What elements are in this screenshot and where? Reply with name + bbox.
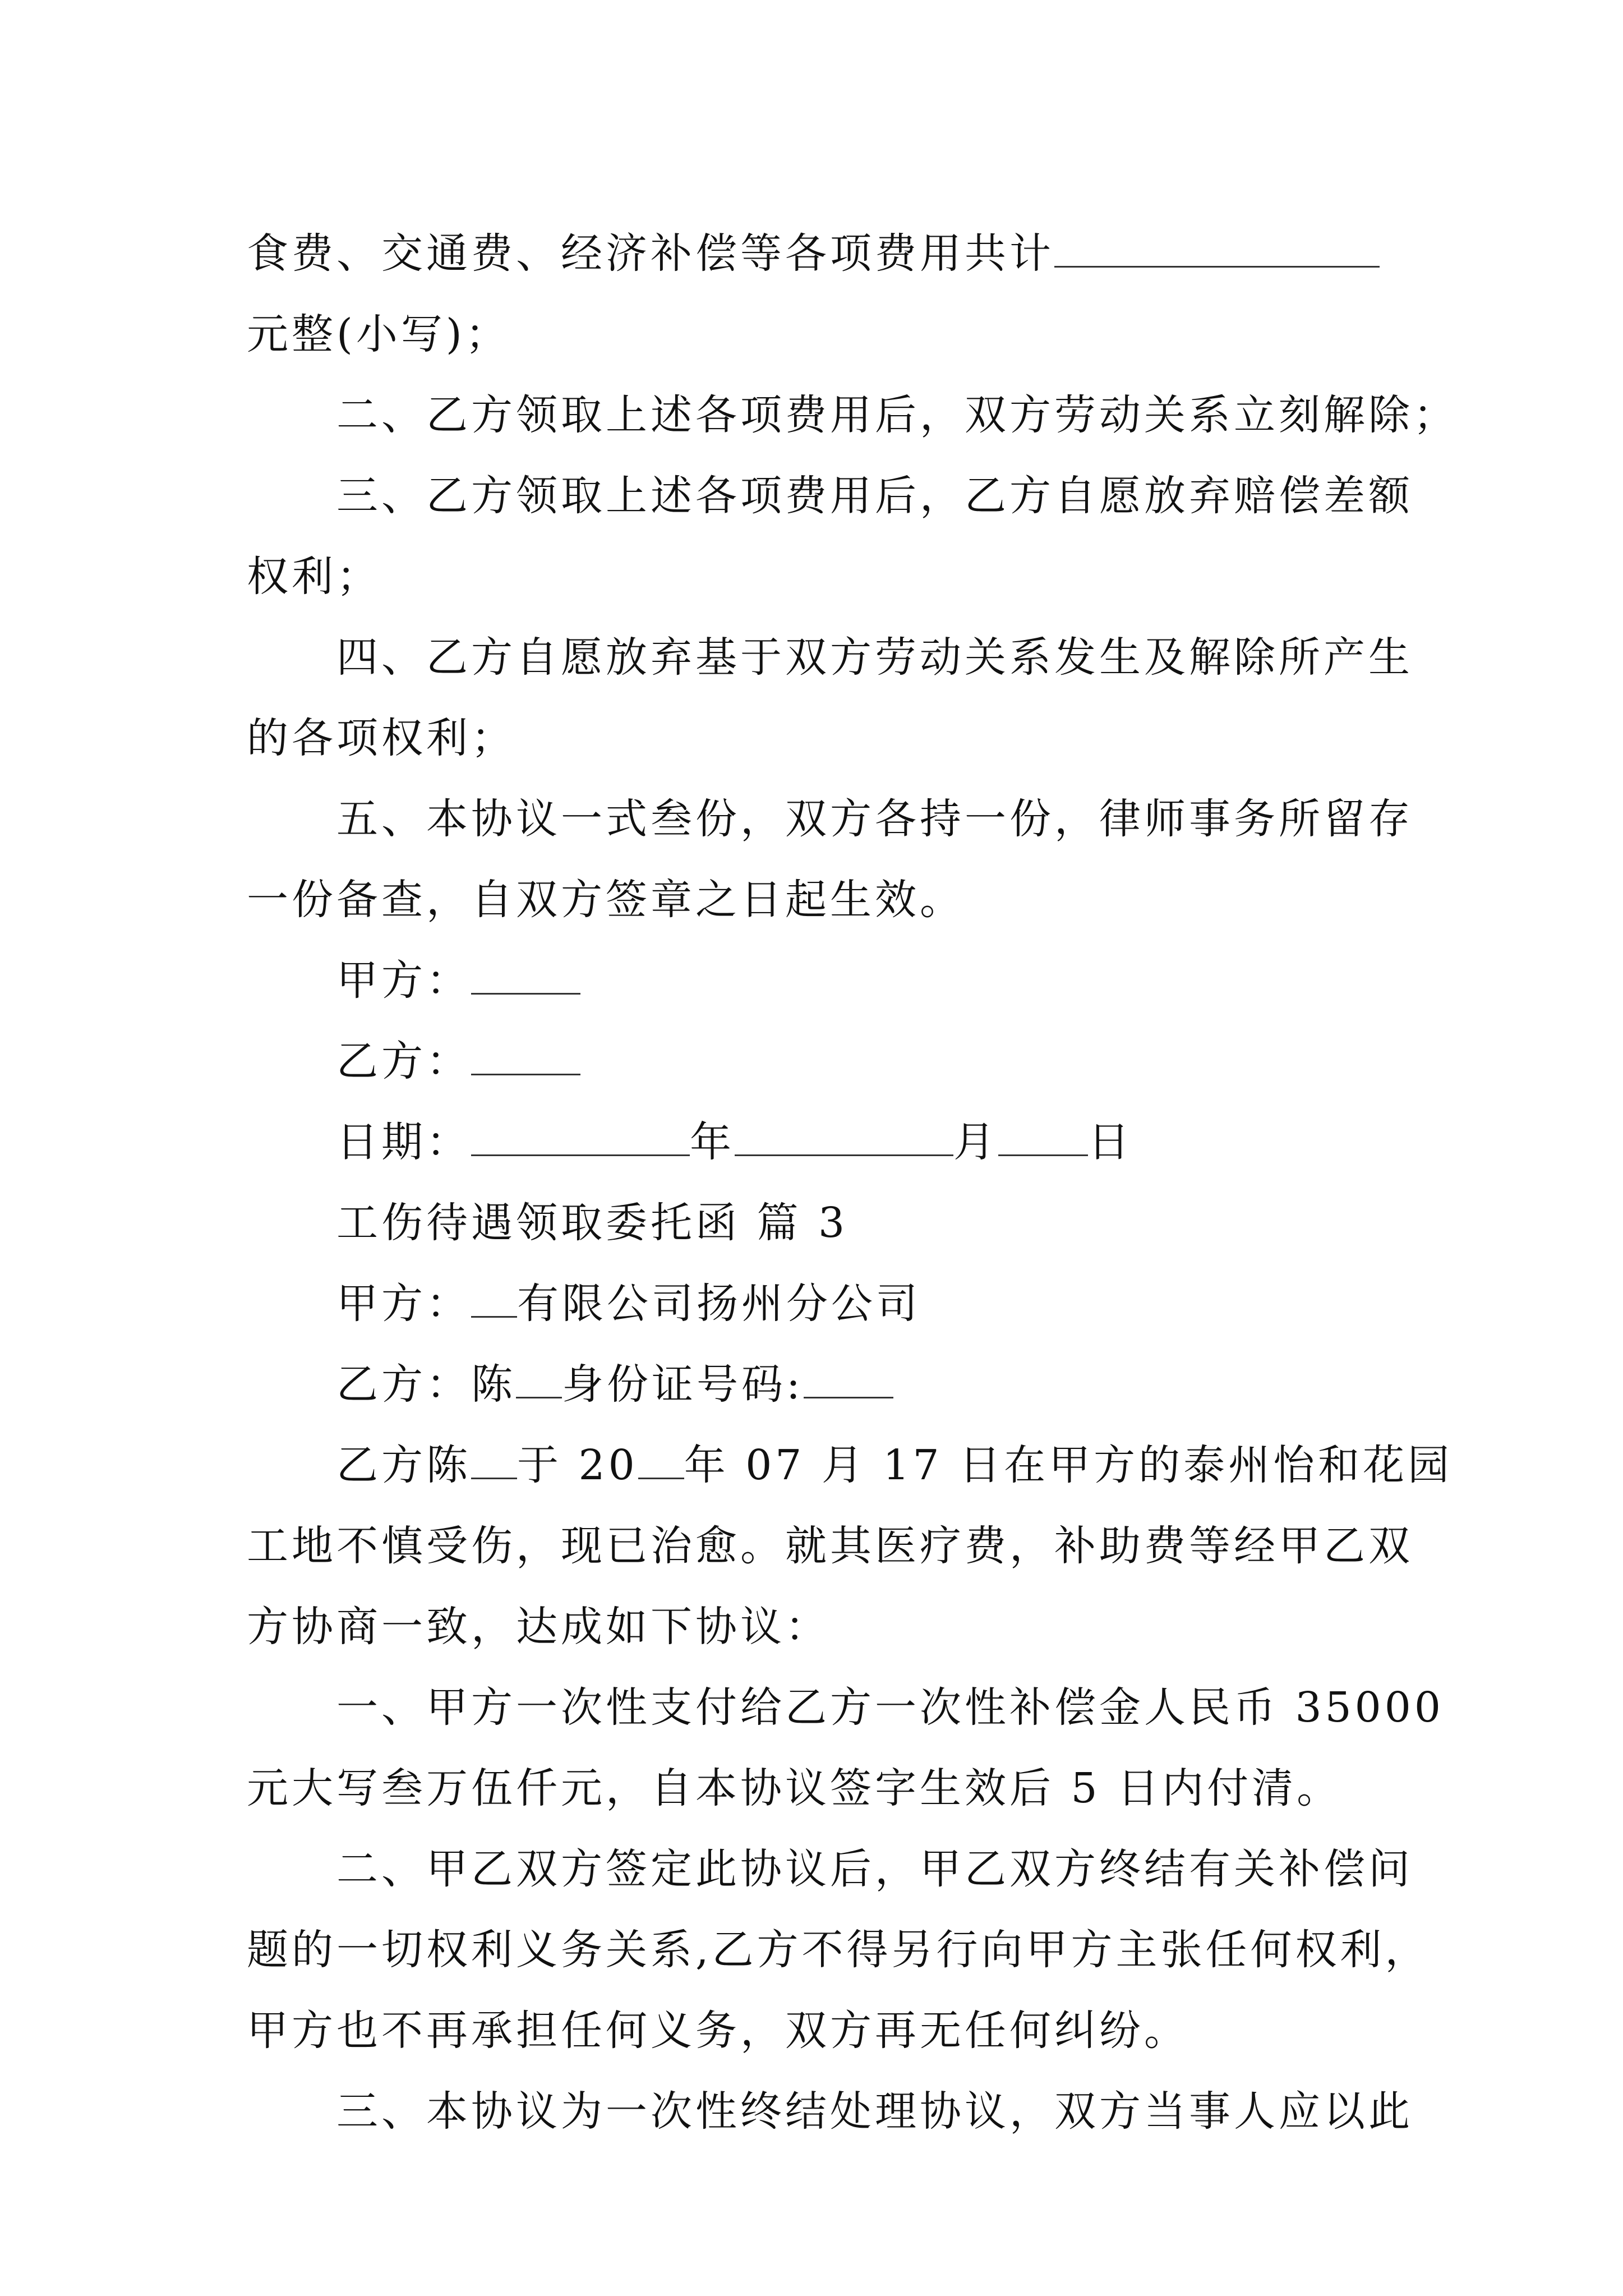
id-label: 身份证号码: <box>562 1360 804 1409</box>
party-a-label-2: 甲方： <box>336 1280 471 1328</box>
text-fees-total: 食费、交通费、经济补偿等各项费用共计 <box>247 229 1054 278</box>
date-label: 日期： <box>336 1118 471 1166</box>
line-1 <box>247 213 1385 294</box>
agreement-2-cont: 题的一切权利义务关系,乙方不得另行向甲方主张任何权利， <box>247 1926 1430 1974</box>
injury-text-a: 乙方陈 <box>336 1441 471 1489</box>
agreement-1-cont: 元大写叁万伍仟元，自本协议签字生效后 5 日内付清。 <box>247 1764 1342 1812</box>
party-a-line <box>247 940 1385 1021</box>
blank-party-a <box>471 958 580 995</box>
blank-name-2 <box>471 1443 517 1479</box>
clause-4-cont: 的各项权利； <box>247 714 516 762</box>
agreement-3: 三、本协议为一次性终结处理协议，双方当事人应以此 <box>336 2087 1413 2136</box>
agreement-1: 一、甲方一次性支付给乙方一次性补偿金人民币 35000 <box>336 1683 1444 1732</box>
injury-desc-2: 工地不慎受伤，现已治愈。就其医疗费，补助费等经甲乙双 <box>247 1522 1413 1570</box>
blank-company <box>471 1281 517 1318</box>
date-line <box>247 1102 1385 1182</box>
clause-3-cont: 权利； <box>247 553 381 601</box>
party-b-label: 乙方： <box>336 1037 471 1085</box>
injury-text-c: 年 07 月 17 日在甲方的泰州怡和花园 <box>684 1441 1453 1489</box>
party-b-id-line <box>247 1344 1385 1425</box>
year-label: 年 <box>690 1118 735 1166</box>
blank-id <box>804 1362 893 1398</box>
party-a-company-line <box>247 1263 1385 1344</box>
party-b-name: 乙方：陈 <box>336 1360 516 1409</box>
blank-month <box>735 1120 953 1156</box>
day-label: 日 <box>1088 1118 1133 1166</box>
company-name: 有限公司扬州分公司 <box>517 1280 921 1328</box>
agreement-2-end: 甲方也不再承担任何义务，双方再无任何纠纷。 <box>247 2007 1189 2055</box>
line-2: 元整(小写)； <box>247 310 510 358</box>
month-label: 月 <box>953 1118 998 1166</box>
party-a-label: 甲方： <box>336 956 471 1005</box>
clause-2: 二、乙方领取上述各项费用后，双方劳动关系立刻解除； <box>336 391 1458 439</box>
blank-party-b <box>471 1039 580 1075</box>
document-body <box>247 213 1458 2152</box>
injury-desc-3: 方协商一致，达成如下协议： <box>247 1603 830 1651</box>
blank-year-2 <box>638 1443 684 1479</box>
injury-desc-1 <box>247 1425 1453 1506</box>
party-b-line <box>247 1021 1385 1102</box>
clause-5-cont: 一份备查，自双方签章之日起生效。 <box>247 876 965 924</box>
blank-name <box>516 1362 562 1398</box>
section-title: 工伤待遇领取委托函 篇 3 <box>336 1199 849 1247</box>
clause-4: 四、乙方自愿放弃基于双方劳动关系发生及解除所产生 <box>336 633 1413 682</box>
blank-year <box>471 1120 690 1156</box>
injury-text-b: 于 20 <box>517 1441 638 1489</box>
blank-amount <box>1054 231 1380 268</box>
clause-5: 五、本协议一式叁份，双方各持一份，律师事务所留存 <box>336 795 1413 843</box>
clause-3: 三、乙方领取上述各项费用后，乙方自愿放弃赔偿差额 <box>336 472 1413 520</box>
blank-day <box>998 1120 1088 1156</box>
agreement-2: 二、甲乙双方签定此协议后，甲乙双方终结有关补偿问 <box>336 1845 1413 1893</box>
